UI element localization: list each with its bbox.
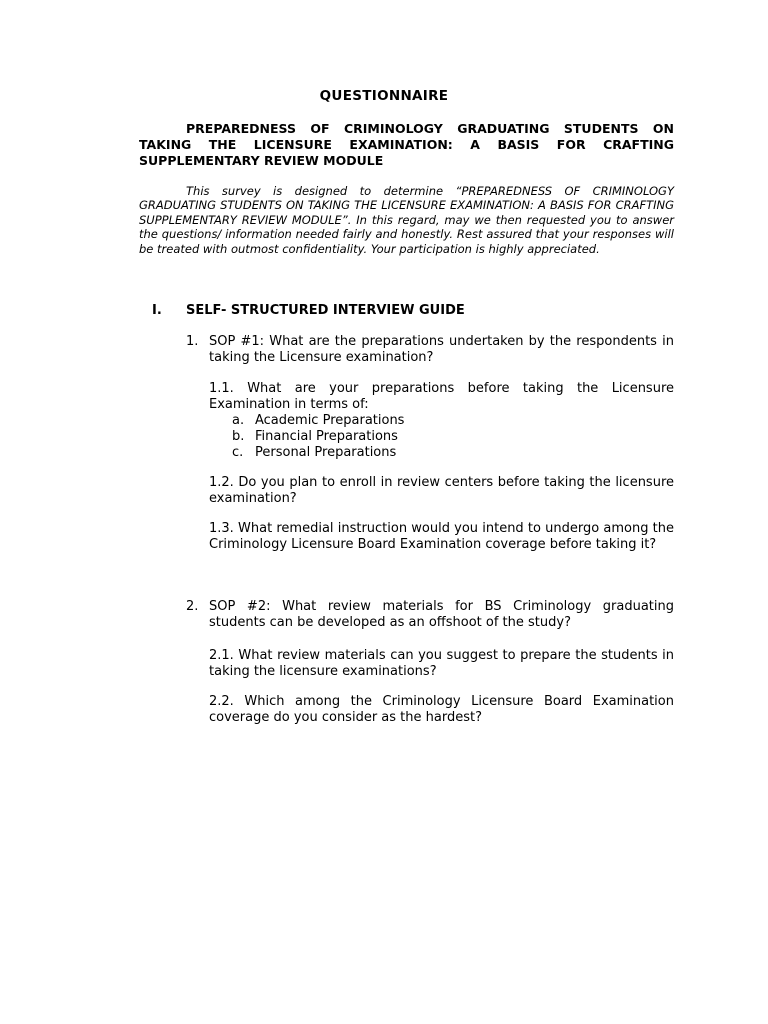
option-letter: c. xyxy=(232,445,244,460)
option-text: Academic Preparations xyxy=(255,413,405,428)
sop2-item xyxy=(186,599,674,631)
section-heading xyxy=(152,303,465,318)
section-title: SELF- STRUCTURED INTERVIEW GUIDE xyxy=(186,303,465,318)
list-item xyxy=(232,445,674,461)
question-1-3: 1.3. What remedial instruction would you intend to undergo among the Criminology Licensure Board Examination coverage before taking it? xyxy=(209,521,674,552)
question-2-2: 2.2. Which among the Criminology Licensure Board Examination coverage do you consider as the hardest? xyxy=(209,694,674,725)
option-letter: b. xyxy=(232,429,245,444)
sop2-number: 2. xyxy=(186,599,199,614)
sop1-question: SOP #1: What are the preparations undertaken by the respondents in taking the Licensure examination? xyxy=(209,334,674,365)
question-1-1-text: 1.1. What are your preparations before taking the Licensure Examination in terms of: xyxy=(209,381,674,412)
sop2-question: SOP #2: What review materials for BS Criminology graduating students can be developed as an offshoot of the study? xyxy=(209,599,674,630)
section-number: I. xyxy=(152,303,162,318)
list-item xyxy=(232,413,674,429)
option-letter: a. xyxy=(232,413,245,428)
intro-paragraph: This survey is designed to determine “PREPAREDNESS OF CRIMINOLOGY GRADUATING STUDENTS ON TAKING THE LICENSURE EXAMINATION: A BASIS FOR CRAFTING SUPPLEMENTARY REVIEW MODULE”. In this regard, may we then requested you to answer the questions/ information needed fairly and honestly. Rest assured that your responses will be treated with outmost confidentiality. Your participation is highly appreciated. xyxy=(139,184,674,256)
list-item xyxy=(232,429,674,445)
option-text: Financial Preparations xyxy=(255,429,398,444)
question-2-1: 2.1. What review materials can you suggest to prepare the students in taking the licensure examinations? xyxy=(209,648,674,679)
question-1-2: 1.2. Do you plan to enroll in review centers before taking the licensure examination? xyxy=(209,475,674,506)
sop1-item xyxy=(186,334,674,366)
document-title: QUESTIONNAIRE xyxy=(319,88,449,104)
question-1-1 xyxy=(209,381,674,461)
study-title-heading: PREPAREDNESS OF CRIMINOLOGY GRADUATING STUDENTS ON TAKING THE LICENSURE EXAMINATION: A BASIS FOR CRAFTING SUPPLEMENTARY REVIEW MODULE xyxy=(139,121,674,168)
sop1-number: 1. xyxy=(186,334,199,349)
preparation-options-list xyxy=(232,413,674,461)
option-text: Personal Preparations xyxy=(255,445,397,460)
